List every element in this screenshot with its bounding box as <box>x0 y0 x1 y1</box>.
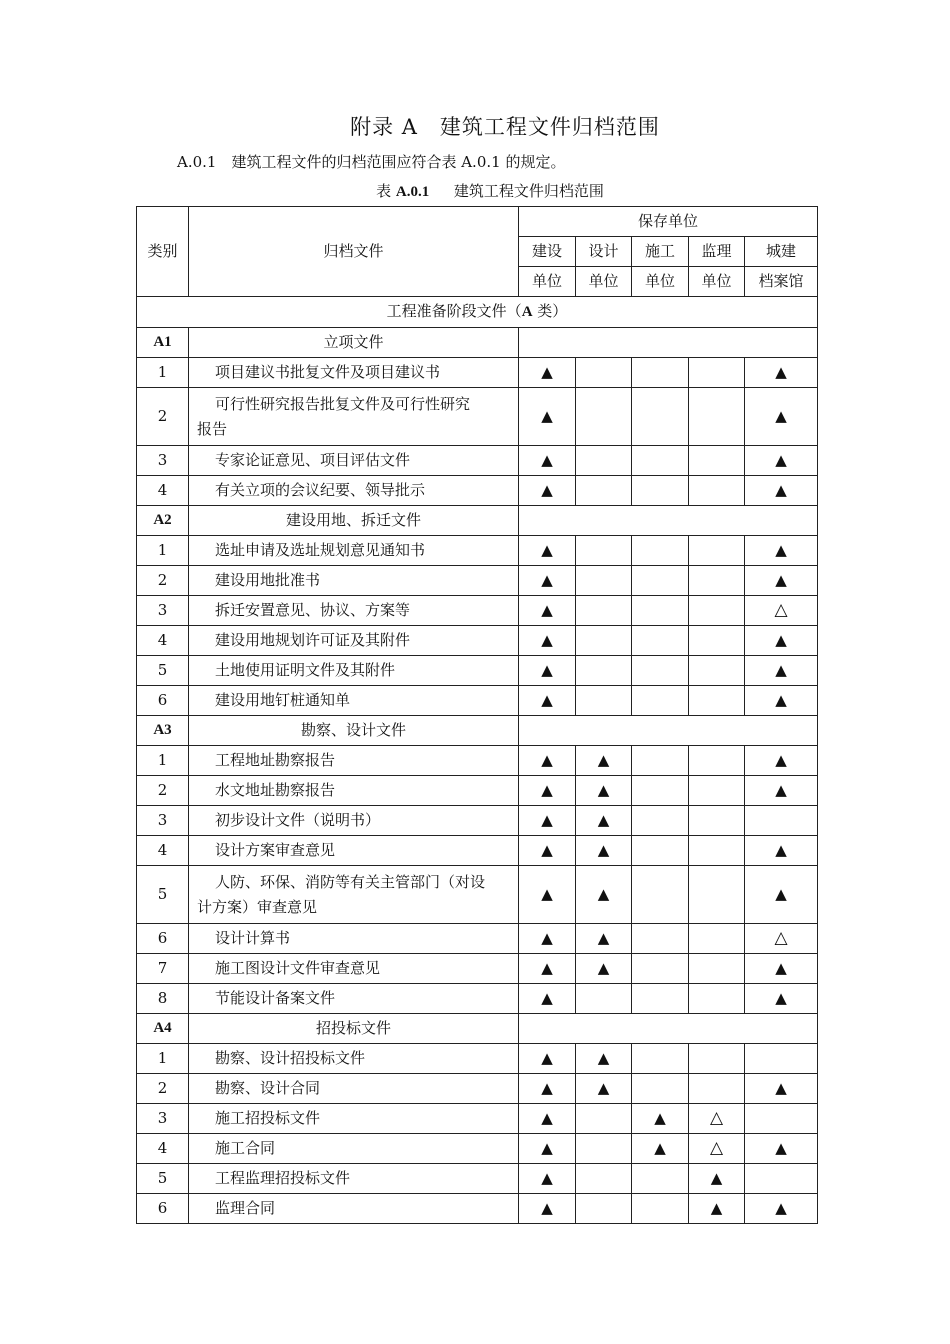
empty-mark-cell <box>576 358 632 388</box>
appendix-title: 附录 A 建筑工程文件归档范围 <box>350 115 660 139</box>
row-number: 4 <box>137 1134 189 1164</box>
empty-mark-cell <box>632 954 689 984</box>
empty-mark-cell <box>632 924 689 954</box>
row-number: 1 <box>137 746 189 776</box>
document-name: 勘察、设计招投标文件 <box>189 1044 519 1074</box>
empty-mark-cell <box>576 536 632 566</box>
empty-mark-cell <box>632 596 689 626</box>
row-number: 3 <box>137 806 189 836</box>
header-unit-3-line1: 监理 <box>689 237 745 267</box>
table-row <box>137 924 818 954</box>
document-name: 项目建议书批复文件及项目建议书 <box>189 358 519 388</box>
section-empty-cell <box>519 506 818 536</box>
row-number: 2 <box>137 1074 189 1104</box>
filled-triangle-mark: ▲ <box>745 1194 818 1224</box>
empty-mark-cell <box>576 626 632 656</box>
table-row <box>137 836 818 866</box>
row-number: 5 <box>137 656 189 686</box>
document-name-line: 人防、环保、消防等有关主管部门（对设 <box>215 872 486 891</box>
row-number: 2 <box>137 776 189 806</box>
empty-mark-cell <box>689 358 745 388</box>
document-name: 施工招投标文件 <box>189 1104 519 1134</box>
filled-triangle-mark: ▲ <box>519 656 576 686</box>
section-empty-cell <box>519 328 818 358</box>
section-title: 招投标文件 <box>189 1014 519 1044</box>
empty-mark-cell <box>745 1164 818 1194</box>
archive-scope-table <box>136 206 818 1224</box>
empty-mark-cell <box>632 476 689 506</box>
filled-triangle-mark: ▲ <box>576 836 632 866</box>
row-number: 4 <box>137 476 189 506</box>
table-row <box>137 1134 818 1164</box>
filled-triangle-mark: ▲ <box>519 984 576 1014</box>
row-number: 4 <box>137 836 189 866</box>
table-row <box>137 656 818 686</box>
table-row <box>137 536 818 566</box>
empty-mark-cell <box>632 656 689 686</box>
document-name: 监理合同 <box>189 1194 519 1224</box>
section-title: 建设用地、拆迁文件 <box>189 506 519 536</box>
empty-mark-cell <box>576 656 632 686</box>
document-name: 有关立项的会议纪要、领导批示 <box>189 476 519 506</box>
document-name <box>189 866 519 924</box>
table-row <box>137 1194 818 1224</box>
filled-triangle-mark: ▲ <box>745 954 818 984</box>
filled-triangle-mark: ▲ <box>576 866 632 924</box>
empty-mark-cell <box>576 1164 632 1194</box>
filled-triangle-mark: ▲ <box>519 924 576 954</box>
filled-triangle-mark: ▲ <box>576 954 632 984</box>
header-unit-4-line2: 档案馆 <box>745 267 818 297</box>
open-triangle-mark: △ <box>745 596 818 626</box>
document-name: 工程监理招投标文件 <box>189 1164 519 1194</box>
document-name: 建设用地规划许可证及其附件 <box>189 626 519 656</box>
empty-mark-cell <box>689 656 745 686</box>
filled-triangle-mark: ▲ <box>745 566 818 596</box>
row-number: 6 <box>137 924 189 954</box>
document-name: 施工合同 <box>189 1134 519 1164</box>
row-number: 5 <box>137 866 189 924</box>
filled-triangle-mark: ▲ <box>632 1104 689 1134</box>
empty-mark-cell <box>689 746 745 776</box>
document-name: 施工图设计文件审查意见 <box>189 954 519 984</box>
document-name: 选址申请及选址规划意见通知书 <box>189 536 519 566</box>
stage-row <box>137 297 818 328</box>
empty-mark-cell <box>576 686 632 716</box>
section-empty-cell <box>519 1014 818 1044</box>
filled-triangle-mark: ▲ <box>745 476 818 506</box>
stage-code: A <box>521 304 533 320</box>
empty-mark-cell <box>576 1104 632 1134</box>
filled-triangle-mark: ▲ <box>519 686 576 716</box>
empty-mark-cell <box>632 388 689 446</box>
filled-triangle-mark: ▲ <box>745 836 818 866</box>
empty-mark-cell <box>632 536 689 566</box>
filled-triangle-mark: ▲ <box>519 566 576 596</box>
filled-triangle-mark: ▲ <box>519 358 576 388</box>
section-row <box>137 328 818 358</box>
table-row <box>137 388 818 446</box>
empty-mark-cell <box>632 866 689 924</box>
empty-mark-cell <box>632 1044 689 1074</box>
row-number: 6 <box>137 686 189 716</box>
document-name: 拆迁安置意见、协议、方案等 <box>189 596 519 626</box>
empty-mark-cell <box>576 1194 632 1224</box>
empty-mark-cell <box>689 984 745 1014</box>
document-name: 勘察、设计合同 <box>189 1074 519 1104</box>
empty-mark-cell <box>632 836 689 866</box>
open-triangle-mark: △ <box>689 1104 745 1134</box>
empty-mark-cell <box>689 836 745 866</box>
table-row <box>137 476 818 506</box>
empty-mark-cell <box>689 446 745 476</box>
document-name-line: 计方案）审查意见 <box>197 897 318 916</box>
empty-mark-cell <box>689 626 745 656</box>
empty-mark-cell <box>576 566 632 596</box>
empty-mark-cell <box>689 1074 745 1104</box>
filled-triangle-mark: ▲ <box>745 686 818 716</box>
empty-mark-cell <box>632 446 689 476</box>
document-name: 节能设计备案文件 <box>189 984 519 1014</box>
filled-triangle-mark: ▲ <box>519 954 576 984</box>
filled-triangle-mark: ▲ <box>745 358 818 388</box>
empty-mark-cell <box>632 686 689 716</box>
document-name: 建设用地钉桩通知单 <box>189 686 519 716</box>
filled-triangle-mark: ▲ <box>745 866 818 924</box>
filled-triangle-mark: ▲ <box>576 776 632 806</box>
empty-mark-cell <box>632 984 689 1014</box>
table-row <box>137 1044 818 1074</box>
section-code: A2 <box>137 506 189 536</box>
header-unit-3-line2: 单位 <box>689 267 745 297</box>
filled-triangle-mark: ▲ <box>745 746 818 776</box>
table-row <box>137 1164 818 1194</box>
header-category: 类别 <box>137 207 189 297</box>
header-unit-0-line2: 单位 <box>519 267 576 297</box>
empty-mark-cell <box>632 776 689 806</box>
document-name: 初步设计文件（说明书） <box>189 806 519 836</box>
filled-triangle-mark: ▲ <box>519 866 576 924</box>
empty-mark-cell <box>576 596 632 626</box>
filled-triangle-mark: ▲ <box>519 836 576 866</box>
section-row <box>137 716 818 746</box>
header-storage-unit: 保存单位 <box>519 207 818 237</box>
header-unit-2-line2: 单位 <box>632 267 689 297</box>
filled-triangle-mark: ▲ <box>576 746 632 776</box>
filled-triangle-mark: ▲ <box>519 1044 576 1074</box>
document-name-line: 报告 <box>197 419 228 438</box>
section-code: A4 <box>137 1014 189 1044</box>
section-empty-cell <box>519 716 818 746</box>
empty-mark-cell <box>576 388 632 446</box>
empty-mark-cell <box>689 476 745 506</box>
table-row <box>137 686 818 716</box>
empty-mark-cell <box>745 1044 818 1074</box>
empty-mark-cell <box>689 596 745 626</box>
row-number: 4 <box>137 626 189 656</box>
empty-mark-cell <box>689 866 745 924</box>
empty-mark-cell <box>689 806 745 836</box>
empty-mark-cell <box>632 1164 689 1194</box>
filled-triangle-mark: ▲ <box>519 536 576 566</box>
empty-mark-cell <box>689 388 745 446</box>
table-row <box>137 776 818 806</box>
caption-title: 建筑工程文件归档范围 <box>453 182 604 200</box>
empty-mark-cell <box>745 806 818 836</box>
section-row <box>137 506 818 536</box>
table-row <box>137 446 818 476</box>
empty-mark-cell <box>576 984 632 1014</box>
filled-triangle-mark: ▲ <box>519 1194 576 1224</box>
row-number: 1 <box>137 1044 189 1074</box>
table-row <box>137 866 818 924</box>
table-row <box>137 358 818 388</box>
row-number: 6 <box>137 1194 189 1224</box>
row-number: 3 <box>137 446 189 476</box>
empty-mark-cell <box>632 746 689 776</box>
filled-triangle-mark: ▲ <box>519 476 576 506</box>
row-number: 3 <box>137 596 189 626</box>
filled-triangle-mark: ▲ <box>745 446 818 476</box>
empty-mark-cell <box>632 566 689 596</box>
empty-mark-cell <box>632 1194 689 1224</box>
document-name: 设计方案审查意见 <box>189 836 519 866</box>
filled-triangle-mark: ▲ <box>519 1164 576 1194</box>
empty-mark-cell <box>576 446 632 476</box>
stage-text: 工程准备阶段文件（ <box>386 302 522 320</box>
filled-triangle-mark: ▲ <box>519 1104 576 1134</box>
filled-triangle-mark: ▲ <box>519 1074 576 1104</box>
filled-triangle-mark: ▲ <box>745 1134 818 1164</box>
empty-mark-cell <box>632 358 689 388</box>
clause-text: A.0.1 建筑工程文件的归档范围应符合表 A.0.1 的规定。 <box>177 153 566 171</box>
filled-triangle-mark: ▲ <box>745 776 818 806</box>
filled-triangle-mark: ▲ <box>576 924 632 954</box>
filled-triangle-mark: ▲ <box>576 1044 632 1074</box>
caption-code: A.0.1 <box>395 184 430 200</box>
header-unit-1-line1: 设计 <box>576 237 632 267</box>
table-row <box>137 626 818 656</box>
table-row <box>137 566 818 596</box>
filled-triangle-mark: ▲ <box>689 1164 745 1194</box>
filled-triangle-mark: ▲ <box>519 626 576 656</box>
header-unit-0-line1: 建设 <box>519 237 576 267</box>
empty-mark-cell <box>576 1134 632 1164</box>
filled-triangle-mark: ▲ <box>745 984 818 1014</box>
empty-mark-cell <box>689 686 745 716</box>
table-row <box>137 596 818 626</box>
section-code: A1 <box>137 328 189 358</box>
empty-mark-cell <box>689 566 745 596</box>
document-name <box>189 388 519 446</box>
open-triangle-mark: △ <box>689 1134 745 1164</box>
row-number: 7 <box>137 954 189 984</box>
stage-suffix: 类） <box>532 302 568 320</box>
caption-prefix: 表 <box>376 182 392 200</box>
row-number: 8 <box>137 984 189 1014</box>
empty-mark-cell <box>689 776 745 806</box>
table-caption <box>0 180 950 201</box>
document-name: 水文地址勘察报告 <box>189 776 519 806</box>
filled-triangle-mark: ▲ <box>745 656 818 686</box>
section-title: 勘察、设计文件 <box>189 716 519 746</box>
empty-mark-cell <box>689 536 745 566</box>
row-number: 3 <box>137 1104 189 1134</box>
row-number: 1 <box>137 358 189 388</box>
header-document: 归档文件 <box>189 207 519 297</box>
filled-triangle-mark: ▲ <box>576 1074 632 1104</box>
filled-triangle-mark: ▲ <box>519 746 576 776</box>
filled-triangle-mark: ▲ <box>576 806 632 836</box>
empty-mark-cell <box>689 954 745 984</box>
filled-triangle-mark: ▲ <box>519 806 576 836</box>
header-unit-2-line1: 施工 <box>632 237 689 267</box>
empty-mark-cell <box>689 924 745 954</box>
section-row <box>137 1014 818 1044</box>
filled-triangle-mark: ▲ <box>745 536 818 566</box>
row-number: 1 <box>137 536 189 566</box>
empty-mark-cell <box>745 1104 818 1134</box>
document-name-line: 可行性研究报告批复文件及可行性研究 <box>215 394 471 413</box>
row-number: 2 <box>137 566 189 596</box>
empty-mark-cell <box>576 476 632 506</box>
table-row <box>137 1074 818 1104</box>
document-name: 专家论证意见、项目评估文件 <box>189 446 519 476</box>
section-code: A3 <box>137 716 189 746</box>
row-number: 2 <box>137 388 189 446</box>
filled-triangle-mark: ▲ <box>745 626 818 656</box>
header-unit-4-line1: 城建 <box>745 237 818 267</box>
filled-triangle-mark: ▲ <box>689 1194 745 1224</box>
document-name: 工程地址勘察报告 <box>189 746 519 776</box>
filled-triangle-mark: ▲ <box>519 776 576 806</box>
filled-triangle-mark: ▲ <box>519 1134 576 1164</box>
header-unit-1-line2: 单位 <box>576 267 632 297</box>
empty-mark-cell <box>632 806 689 836</box>
open-triangle-mark: △ <box>745 924 818 954</box>
filled-triangle-mark: ▲ <box>745 388 818 446</box>
section-title: 立项文件 <box>189 328 519 358</box>
filled-triangle-mark: ▲ <box>519 388 576 446</box>
empty-mark-cell <box>632 1074 689 1104</box>
table-row <box>137 806 818 836</box>
table-row <box>137 1104 818 1134</box>
row-number: 5 <box>137 1164 189 1194</box>
empty-mark-cell <box>632 626 689 656</box>
document-name: 设计计算书 <box>189 924 519 954</box>
table-row <box>137 954 818 984</box>
document-name: 建设用地批准书 <box>189 566 519 596</box>
filled-triangle-mark: ▲ <box>519 446 576 476</box>
filled-triangle-mark: ▲ <box>745 1074 818 1104</box>
filled-triangle-mark: ▲ <box>519 596 576 626</box>
filled-triangle-mark: ▲ <box>632 1134 689 1164</box>
empty-mark-cell <box>689 1044 745 1074</box>
document-name: 土地使用证明文件及其附件 <box>189 656 519 686</box>
table-row <box>137 746 818 776</box>
table-row <box>137 984 818 1014</box>
